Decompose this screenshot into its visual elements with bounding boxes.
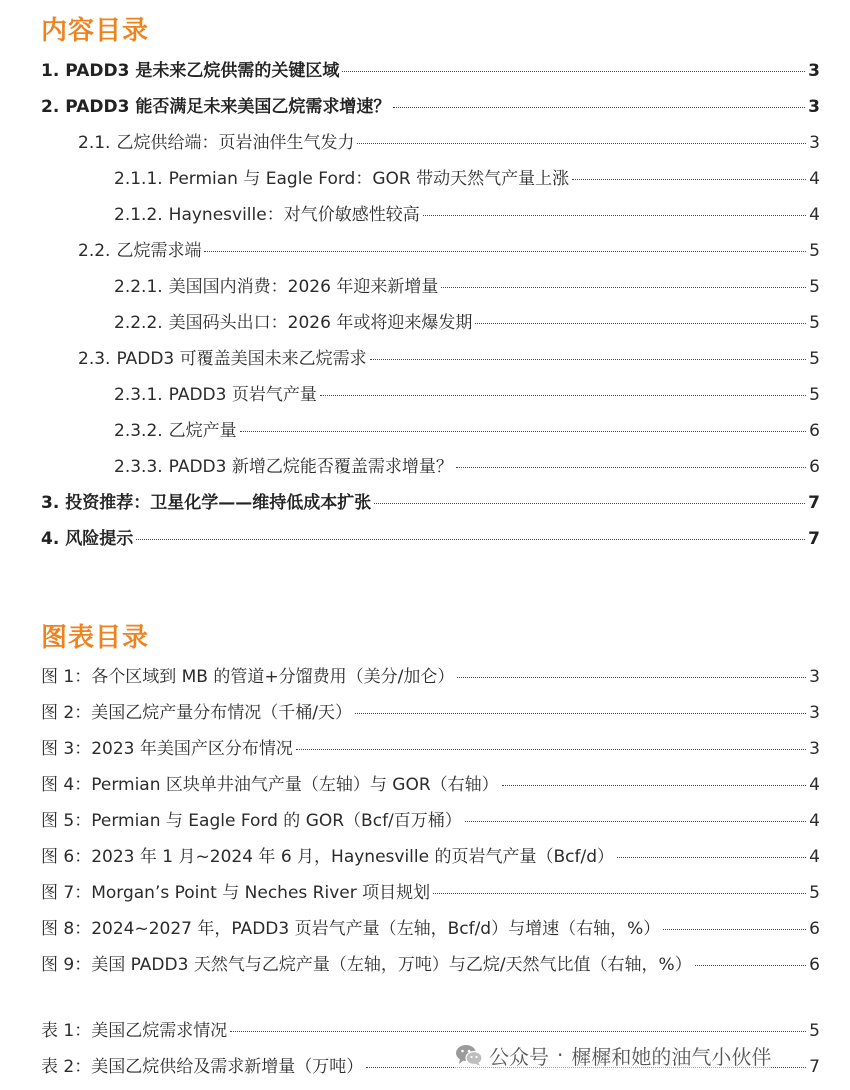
figure-entry[interactable] xyxy=(41,881,820,905)
watermark-account-name: 樨樨和她的油气小伙伴 xyxy=(571,1044,772,1069)
toc-title: 内容目录 xyxy=(41,16,150,46)
toc-entry[interactable] xyxy=(41,59,820,83)
figure-entry[interactable] xyxy=(41,773,820,797)
dot-leader xyxy=(465,821,806,822)
toc-entry-number: 2.3.2. xyxy=(114,421,163,441)
toc-entry-page: 3 xyxy=(808,61,820,81)
toc-entry-number: 2.2.1. xyxy=(114,277,163,297)
figure-entry-text: 图 8：2024~2027 年，PADD3 页岩气产量（左轴，Bcf/d）与增速（右轴，%） xyxy=(41,919,661,939)
toc-entry-text: PADD3 新增乙烷能否覆盖需求增量？ xyxy=(168,457,453,477)
figure-entry-page: 3 xyxy=(809,667,820,687)
toc-entry-number: 4. xyxy=(41,529,60,549)
figure-entry-page: 6 xyxy=(809,955,820,975)
figure-entry-page: 4 xyxy=(809,811,820,831)
dot-leader xyxy=(230,1031,806,1032)
toc-entry[interactable] xyxy=(78,239,820,263)
figure-entry-page: 4 xyxy=(809,775,820,795)
toc-entry-text: 乙烷供给端：页岩油伴生气发力 xyxy=(116,133,355,153)
figure-entry-text: 图 4：Permian 区块单井油气产量（左轴）与 GOR（右轴） xyxy=(41,775,499,795)
figure-entry-text: 图 9：美国 PADD3 天然气与乙烷产量（左轴，万吨）与乙烷/天然气比值（右轴，%） xyxy=(41,955,692,975)
figure-entry[interactable] xyxy=(41,701,820,725)
figure-entry-text: 图 5：Permian 与 Eagle Ford 的 GOR（Bcf/百万桶） xyxy=(41,811,462,831)
toc-entry[interactable] xyxy=(114,203,820,227)
dot-leader xyxy=(423,215,806,216)
watermark-separator: · xyxy=(557,1043,564,1067)
figure-entry-page: 3 xyxy=(809,739,820,759)
toc-entry[interactable] xyxy=(114,455,820,479)
dot-leader xyxy=(136,539,805,540)
figure-entry[interactable] xyxy=(41,953,820,977)
toc-entry-text: 风险提示 xyxy=(65,529,134,549)
dot-leader xyxy=(433,893,806,894)
figure-entry[interactable] xyxy=(41,737,820,761)
toc-entry-text: 乙烷需求端 xyxy=(116,241,202,261)
toc-entry-page: 5 xyxy=(809,277,820,297)
dot-leader xyxy=(617,857,806,858)
toc-entry-page: 5 xyxy=(809,313,820,333)
toc-entry-number: 2.1. xyxy=(78,133,111,153)
toc-entry-text: Haynesville：对气价敏感性较高 xyxy=(168,205,420,225)
wechat-icon xyxy=(455,1043,483,1067)
figure-entry[interactable] xyxy=(41,845,820,869)
dot-leader xyxy=(456,467,806,468)
dot-leader xyxy=(393,107,805,108)
toc-entry-page: 7 xyxy=(808,529,820,549)
toc-entry[interactable] xyxy=(78,347,820,371)
dot-leader xyxy=(441,287,806,288)
table-entry-page: 5 xyxy=(809,1021,820,1041)
figure-entry-page: 4 xyxy=(809,847,820,867)
toc-entry[interactable] xyxy=(114,419,820,443)
toc-entry-page: 6 xyxy=(809,457,820,477)
dot-leader xyxy=(357,143,806,144)
toc-entry[interactable] xyxy=(41,527,820,551)
toc-entry-text: 美国国内消费：2026 年迎来新增量 xyxy=(168,277,439,297)
toc-entry[interactable] xyxy=(41,491,820,515)
toc-entry-number: 1. xyxy=(41,61,60,81)
dot-leader xyxy=(457,677,806,678)
toc-entry-number: 2.2. xyxy=(78,241,111,261)
toc-entry-page: 6 xyxy=(809,421,820,441)
figure-entry-text: 图 6：2023 年 1 月~2024 年 6 月，Haynesville 的页岩气产量（Bcf/d） xyxy=(41,847,615,867)
toc-entry-page: 4 xyxy=(809,169,820,189)
toc-entry[interactable] xyxy=(114,311,820,335)
dot-leader xyxy=(370,359,807,360)
toc-entry-text: PADD3 是未来乙烷供需的关键区域 xyxy=(65,61,340,81)
watermark-label: 公众号 xyxy=(489,1044,549,1069)
toc-entry-page: 4 xyxy=(809,205,820,225)
toc-entry-number: 2.2.2. xyxy=(114,313,163,333)
figure-entry-page: 3 xyxy=(809,703,820,723)
figure-entry-page: 5 xyxy=(809,883,820,903)
dot-leader xyxy=(342,71,805,72)
figure-entry-text: 图 1：各个区域到 MB 的管道+分馏费用（美分/加仑） xyxy=(41,667,455,687)
toc-entry-page: 5 xyxy=(809,349,820,369)
toc-entry-text: 美国码头出口：2026 年或将迎来爆发期 xyxy=(168,313,473,333)
figure-entry[interactable] xyxy=(41,917,820,941)
toc-entry-number: 2.1.2. xyxy=(114,205,163,225)
toc-entry-page: 5 xyxy=(809,241,820,261)
dot-leader xyxy=(296,749,806,750)
dot-leader xyxy=(572,179,806,180)
toc-entry-text: PADD3 能否满足未来美国乙烷需求增速？ xyxy=(65,97,391,117)
figure-entry-text: 图 2：美国乙烷产量分布情况（千桶/天） xyxy=(41,703,352,723)
toc-entry-number: 2.3. xyxy=(78,349,111,369)
dot-leader xyxy=(502,785,807,786)
dot-leader xyxy=(240,431,807,432)
table-entry-text: 表 1：美国乙烷需求情况 xyxy=(41,1021,228,1041)
toc-entry-page: 5 xyxy=(809,385,820,405)
toc-entry-number: 3. xyxy=(41,493,60,513)
dot-leader xyxy=(695,965,806,966)
toc-entry-text: 乙烷产量 xyxy=(168,421,237,441)
toc-entry-number: 2. xyxy=(41,97,60,117)
toc-entry[interactable] xyxy=(114,383,820,407)
dot-leader xyxy=(663,929,806,930)
toc-entry-page: 3 xyxy=(809,133,820,153)
wechat-watermark xyxy=(455,1040,771,1070)
figures-title: 图表目录 xyxy=(41,623,150,653)
toc-entry-number: 2.1.1. xyxy=(114,169,163,189)
dot-leader xyxy=(475,323,806,324)
toc-entry-page: 7 xyxy=(808,493,820,513)
toc-entry-page: 3 xyxy=(808,97,820,117)
dot-leader xyxy=(374,503,805,504)
toc-entry[interactable] xyxy=(114,167,820,191)
figure-entry[interactable] xyxy=(41,809,820,833)
dot-leader xyxy=(204,251,806,252)
dot-leader xyxy=(355,713,806,714)
toc-entry-text: Permian 与 Eagle Ford：GOR 带动天然气产量上涨 xyxy=(168,169,570,189)
toc-entry-text: PADD3 页岩气产量 xyxy=(168,385,317,405)
toc-entry-text: 投资推荐：卫星化学——维持低成本扩张 xyxy=(65,493,372,513)
figure-entry-page: 6 xyxy=(809,919,820,939)
figure-entry[interactable] xyxy=(41,665,820,689)
table-entry-page: 7 xyxy=(809,1057,820,1077)
dot-leader xyxy=(320,395,806,396)
toc-entry[interactable] xyxy=(41,95,820,119)
toc-entry-number: 2.3.1. xyxy=(114,385,163,405)
toc-entry[interactable] xyxy=(114,275,820,299)
table-entry-text: 表 2：美国乙烷供给及需求新增量（万吨） xyxy=(41,1057,364,1077)
figure-entry-text: 图 7：Morgan’s Point 与 Neches River 项目规划 xyxy=(41,883,431,903)
toc-entry[interactable] xyxy=(78,131,820,155)
figure-entry-text: 图 3：2023 年美国产区分布情况 xyxy=(41,739,293,759)
toc-entry-text: PADD3 可覆盖美国未来乙烷需求 xyxy=(116,349,367,369)
toc-entry-number: 2.3.3. xyxy=(114,457,163,477)
